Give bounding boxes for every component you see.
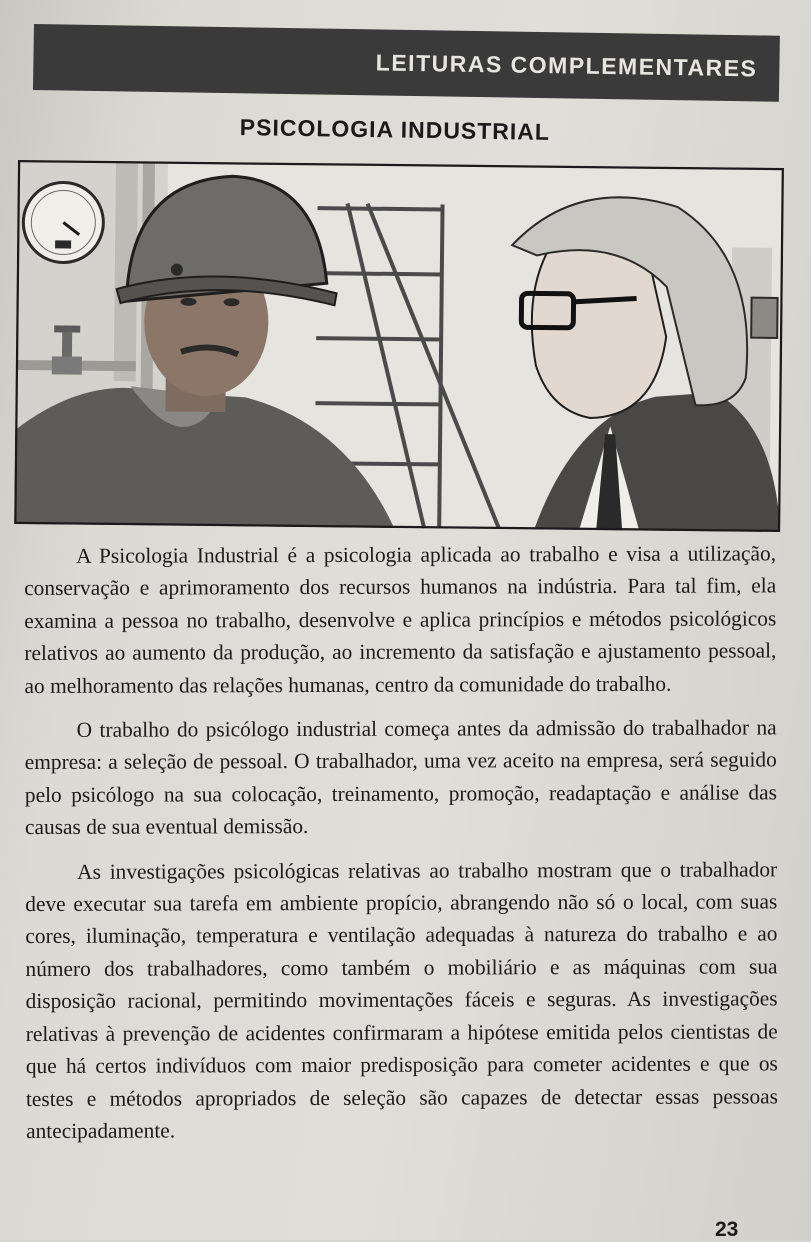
section-banner (33, 24, 780, 102)
section-label: LEITURAS COMPLEMENTARES (375, 49, 758, 82)
paragraph-1: A Psicologia Industrial é a psicologia aplicada ao trabalho e visa a utilização, conservação e aprimoramento dos recursos humanos na indústria. Para tal fim, ela examina a pessoa no trabalho, desenvolve e aplica princípios e métodos psicológicos relativos ao aumento da produção, ao incremento da satisfação e ajustamento pessoal, ao melhoramento das relações humanas, centro da comunidade do trabalho. (24, 541, 777, 698)
article-title: PSICOLOGIA INDUSTRIAL (239, 114, 551, 145)
article-body (24, 537, 778, 1159)
page-number: 23 (715, 1218, 739, 1241)
paragraph-3: As investigações psicológicas relativas ao trabalho mostram que o trabalhador deve executar sua tarefa em ambiente propício, abrangendo não só o local, com suas cores, iluminação, temperatura e ventilação adequadas à natureza do trabalho e ao número dos trabalhadores, como também o mobiliário e as máquinas com sua disposição racional, permitindo movimentações fáceis e seguras. As investigações relativas à prevenção de acidentes confirmaram a hipótese emitida pelos cientistas de que há certos indivíduos com maior predisposição para cometer acidentes e que os testes e métodos apropriados de seleção são capazes de detectar essas pessoas antecipadamente. (25, 857, 778, 1143)
pressure-gauge-icon (23, 182, 104, 263)
paragraph-2: O trabalho do psicólogo industrial começa antes da admissão do trabalhador na empresa: a seleção de pessoal. O trabalhador, uma vez aceito na empresa, será seguido pelo psicólogo na sua colocação, treinamento, promoção, readaptação e análise das causas de sua eventual demissão. (24, 715, 777, 840)
illustration-worker-and-psychologist (14, 160, 784, 532)
